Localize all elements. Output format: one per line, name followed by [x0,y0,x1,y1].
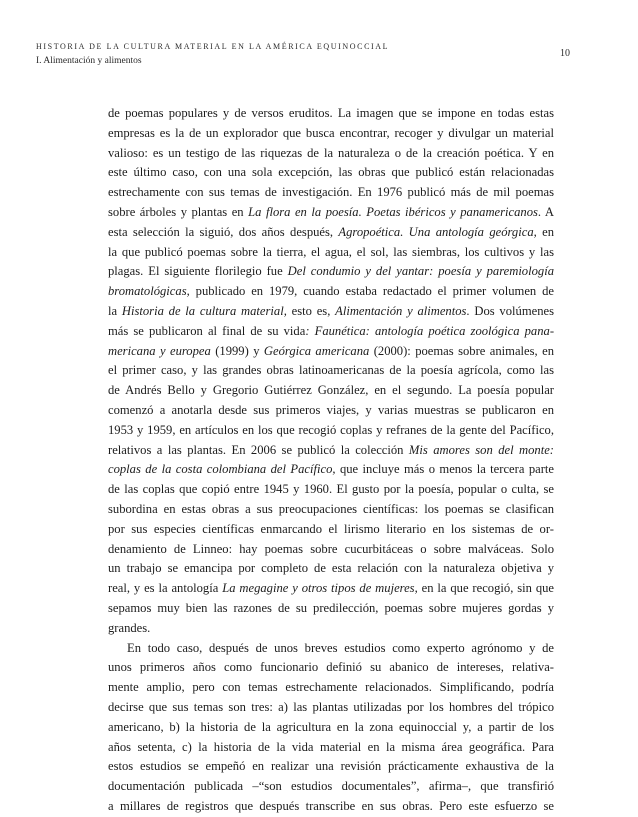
text-line: 1953 y 1959, en artículos en los que recogió coplas y refranes de la gente del Pacífico, [108,422,554,437]
text-line: la que publicó poemas sobre la tierra, el agua, el sol, las siembras, los cultivos y las [108,244,554,259]
text-line: de Andrés Bello y Gregorio Gutiérrez González, en el segundo. La poesía popular [108,383,554,398]
text-line: subordina en estas obras a sus preocupaciones científicas: los poemas se clasifican [108,501,554,516]
running-header-section: I. Alimentación y alimentos [36,56,142,66]
text-line: grandes. [108,620,151,635]
text-line: plagas. El siguiente florilegio fue Del condumio y del yantar: poesía y paremiología [108,264,554,279]
text-line: el primer caso, y las grandes obras latinoamericanas de la poesía agrícola, como las [108,363,554,378]
text-line: americano, b) la historia de la agricultura en la zona equinoccial y, a partir de los [108,719,554,734]
text-line: a millares de registros que después transcribe en sus obras. Pero este esfuerzo se [108,798,554,813]
text-line: denamiento de Linneo: hay poemas sobre cucurbitáceas o sobre malváceas. Solo [108,541,554,556]
text-line: por sus especies científicas enmarcando el lirismo literario en los sistemas de or- [108,521,554,536]
text-line: relativos a las plantas. En 2006 se publicó la colección Mis amores son del monte: [108,442,554,457]
text-line: de las coplas que copió entre 1945 y 1960. El gusto por la poesía, popular o culta, se [108,482,554,497]
text-line: unos primeros años como funcionario definió su abanico de intereses, relativa- [108,660,554,675]
text-line: sepamos muy bien las razones de su predilección, poemas sobre mujeres gordas y [108,600,554,615]
text-line: documentación publicada –“son estudios documentales”, afirma–, que transfirió [108,779,554,794]
text-line: valioso: es un testigo de las riquezas de la naturaleza o de la creación poética. Y en [108,145,554,160]
text-line: mente amplio, pero con temas estrechamente relacionados. Simplificando, podría [108,680,554,695]
text-line: sobre árboles y plantas en La flora en la poesía. Poetas ibéricos y panamericanos. A [108,204,554,219]
text-line: mericana y europea (1999) y Geórgica americana (2000): poemas sobre animales, en [108,343,554,358]
text-line: real, y es la antología La megagine y otros tipos de mujeres, en la que recogió, sin que [108,581,554,596]
text-line: bromatológicas, publicado en 1979, cuando estaba redactado el primer volumen de [108,284,554,299]
text-line: coplas de la costa colombiana del Pacífico, que incluye más o menos la tercera parte [108,462,554,477]
text-line: este último caso, con una sola excepción, las obras que publicó están relacionadas [108,165,554,180]
text-line: un trabajo se emancipa por completo de esta relación con la naturaleza objetiva y [108,561,554,576]
text-line: En todo caso, después de unos breves estudios como experto agrónomo y de [127,640,554,655]
text-line: comenzó a anotarla desde sus primeros viajes, y varias muestras se publicaron en [108,402,554,417]
running-header-title: HISTORIA DE LA CULTURA MATERIAL EN LA AMÉRICA EQUINOCCIAL [36,42,390,51]
text-line: la Historia de la cultura material, esto es, Alimentación y alimentos. Dos volúmenes [108,303,554,318]
text-line: estrechamente con sus temas de investigación. En 1976 publicó más de mil poemas [108,185,554,200]
text-line: empresas es la de un explorador que busca encontrar, recoger y divulgar un material [108,125,554,140]
text-line: decirse que sus temas son tres: a) las plantas utilizadas por los hombres del trópico [108,699,554,714]
text-line: de poemas populares y de versos eruditos. La imagen que se impone en todas estas [108,106,554,120]
body-text [108,104,554,817]
text-line: esta selección la siguió, dos años después, Agropoética. Una antología geórgica, en [108,224,554,239]
text-line: años setenta, c) la historia de la vida material en la misma área geográfica. Para [108,739,554,754]
text-line: más se publicaron al final de su vida: Faunética: antología poética zoológica pana- [108,323,554,338]
text-line: estos estudios se empeñó en realizar una revisión prácticamente exhaustiva de la [108,759,554,774]
page-number: 10 [560,48,570,59]
